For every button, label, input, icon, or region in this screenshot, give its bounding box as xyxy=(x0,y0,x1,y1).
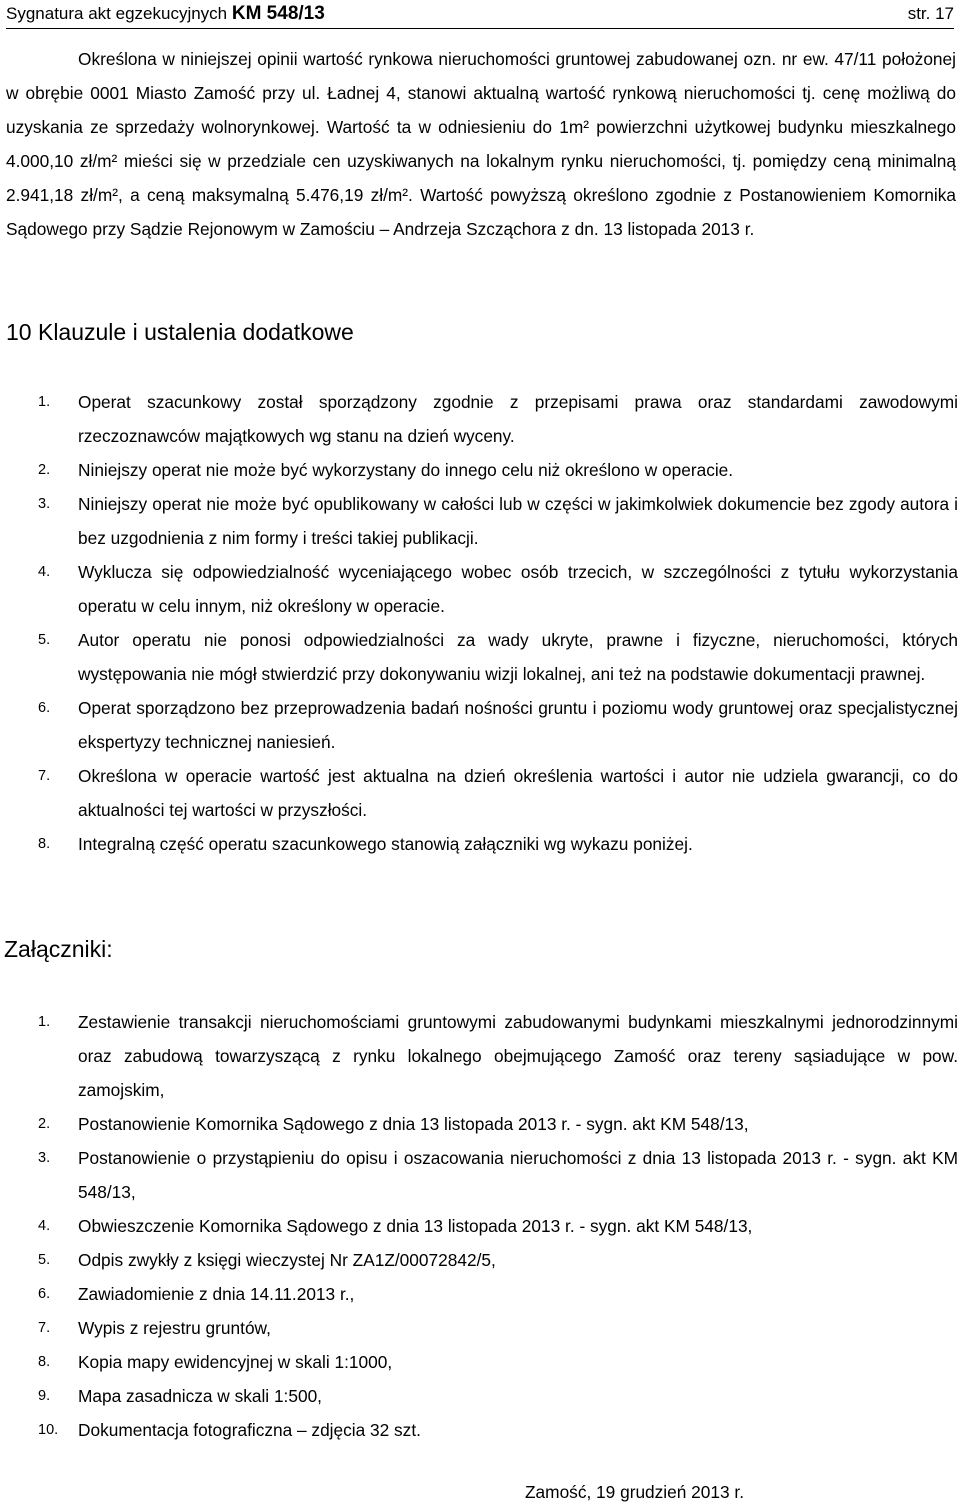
list-item-text: Mapa zasadnicza w skali 1:500, xyxy=(78,1386,322,1406)
list-item xyxy=(0,1243,960,1277)
list-item xyxy=(0,759,960,827)
list-item-number: 5. xyxy=(38,632,51,648)
place-and-date: Zamość, 19 grudzień 2013 r. xyxy=(525,1482,745,1502)
list-item-text: Postanowienie o przystąpieniu do opisu i oszacowania nieruchomości z dnia 13 listopada 2013 r. - sygn. akt KM 548/13, xyxy=(78,1148,958,1202)
list-item-text: Określona w operacie wartość jest aktualna na dzień określenia wartości i autor nie udziela gwarancji, co do aktualności tej wartości w przyszłości. xyxy=(78,766,958,820)
list-item-text: Postanowienie Komornika Sądowego z dnia 13 listopada 2013 r. - sygn. akt KM 548/13, xyxy=(78,1114,749,1134)
list-item-number: 5. xyxy=(38,1252,51,1268)
list-item-number: 7. xyxy=(38,768,51,784)
list-item xyxy=(0,1107,960,1141)
list-item-text: Dokumentacja fotograficzna – zdjęcia 32 szt. xyxy=(78,1420,421,1440)
list-item-number: 6. xyxy=(38,700,51,716)
list-item-number: 9. xyxy=(38,1388,51,1404)
list-item-number: 3. xyxy=(38,496,51,512)
list-item-number: 4. xyxy=(38,564,51,580)
attachments-list xyxy=(0,1005,960,1447)
list-item xyxy=(0,827,960,861)
list-item xyxy=(0,623,960,691)
list-item-text: Niniejszy operat nie może być wykorzystany do innego celu niż określono w operacie. xyxy=(78,460,734,480)
list-item xyxy=(0,1277,960,1311)
page-header xyxy=(6,2,954,29)
list-item-text: Autor operatu nie ponosi odpowiedzialności za wady ukryte, prawne i fizyczne, nieruchomości, których występowania nie mógł stwierdzić przy dokonywaniu wizji lokalnej, ani też na podstawie dokumentacji prawnej. xyxy=(78,630,958,684)
list-item-number: 1. xyxy=(38,394,51,410)
list-item-text: Odpis zwykły z księgi wieczystej Nr ZA1Z/00072842/5, xyxy=(78,1250,496,1270)
list-item-number: 10. xyxy=(38,1422,59,1438)
list-item-number: 1. xyxy=(38,1014,51,1030)
list-item xyxy=(0,1379,960,1413)
list-item-text: Obwieszczenie Komornika Sądowego z dnia 13 listopada 2013 r. - sygn. akt KM 548/13, xyxy=(78,1216,753,1236)
list-item-text: Wyklucza się odpowiedzialność wyceniającego wobec osób trzecich, w szczególności z tytułu wykorzystania operatu w celu innym, niż określony w operacie. xyxy=(78,562,958,616)
intro-paragraph: Określona w niniejszej opinii wartość rynkowa nieruchomości gruntowej zabudowanej ozn. nr ew. 47/11 położonej w obrębie 0001 Miasto Zamość przy ul. Ładnej 4, stanowi aktualną wartość rynkową nieruchomości tj. cenę możliwą do uzyskania ze sprzedaży wolnorynkowej. Wartość ta w odniesieniu do 1m² powierzchni użytkowej budynku mieszkalnego 4.000,10 zł/m² mieści się w przedziale cen uzyskiwanych na lokalnym rynku nieruchomości, tj. pomiędzy ceną minimalną 2.941,18 zł/m², a ceną maksymalną 5.476,19 zł/m². Wartość powyższą określono zgodnie z Postanowieniem Komornika Sądowego przy Sądzie Rejonowym w Zamościu – Andrzeja Szcząchora z dn. 13 listopada 2013 r. xyxy=(6,49,956,239)
list-item-number: 2. xyxy=(38,462,51,478)
list-item-number: 4. xyxy=(38,1218,51,1234)
attachments-title: Załączniki: xyxy=(4,936,113,962)
list-item-text: Niniejszy operat nie może być opublikowany w całości lub w części w jakimkolwiek dokumencie bez zgody autora i bez uzgodnienia z nim formy i treści takiej publikacji. xyxy=(78,494,958,548)
list-item-number: 2. xyxy=(38,1116,51,1132)
page-number: str. 17 xyxy=(907,4,954,23)
list-item-text: Operat szacunkowy został sporządzony zgodnie z przepisami prawa oraz standardami zawodowymi rzeczoznawców majątkowych wg stanu na dzień wyceny. xyxy=(78,392,958,446)
list-item-text: Kopia mapy ewidencyjnej w skali 1:1000, xyxy=(78,1352,393,1372)
list-item xyxy=(0,1005,960,1107)
list-item xyxy=(0,1141,960,1209)
clauses-list xyxy=(0,385,960,861)
list-item-text: Operat sporządzono bez przeprowadzenia badań nośności gruntu i poziomu wody gruntowej oraz specjalistycznej ekspertyzy technicznej naniesień. xyxy=(78,698,958,752)
list-item-number: 7. xyxy=(38,1320,51,1336)
list-item xyxy=(0,487,960,555)
list-item-number: 8. xyxy=(38,836,51,852)
header-signature xyxy=(6,3,325,25)
list-item-text: Wypis z rejestru gruntów, xyxy=(78,1318,271,1338)
list-item-text: Integralną część operatu szacunkowego stanowią załączniki wg wykazu poniżej. xyxy=(78,834,693,854)
list-item xyxy=(0,1311,960,1345)
header-label: Sygnatura akt egzekucyjnych xyxy=(6,4,228,23)
list-item xyxy=(0,1209,960,1243)
list-item xyxy=(0,385,960,453)
list-item xyxy=(0,555,960,623)
list-item xyxy=(0,1413,960,1447)
list-item-text: Zestawienie transakcji nieruchomościami gruntowymi zabudowanymi budynkami mieszkalnymi jednorodzinnymi oraz zabudową towarzyszącą z rynku lokalnego obejmującego Zamość oraz tereny sąsiadujące w pow. zamojskim, xyxy=(78,1012,958,1100)
list-item xyxy=(0,1345,960,1379)
case-number: KM 548/13 xyxy=(231,3,325,24)
list-item xyxy=(0,453,960,487)
list-item xyxy=(0,691,960,759)
section-title-clauses: 10 Klauzule i ustalenia dodatkowe xyxy=(6,319,354,345)
list-item-number: 3. xyxy=(38,1150,51,1166)
list-item-text: Zawiadomienie z dnia 14.11.2013 r., xyxy=(78,1284,355,1304)
list-item-number: 6. xyxy=(38,1286,51,1302)
list-item-number: 8. xyxy=(38,1354,51,1370)
